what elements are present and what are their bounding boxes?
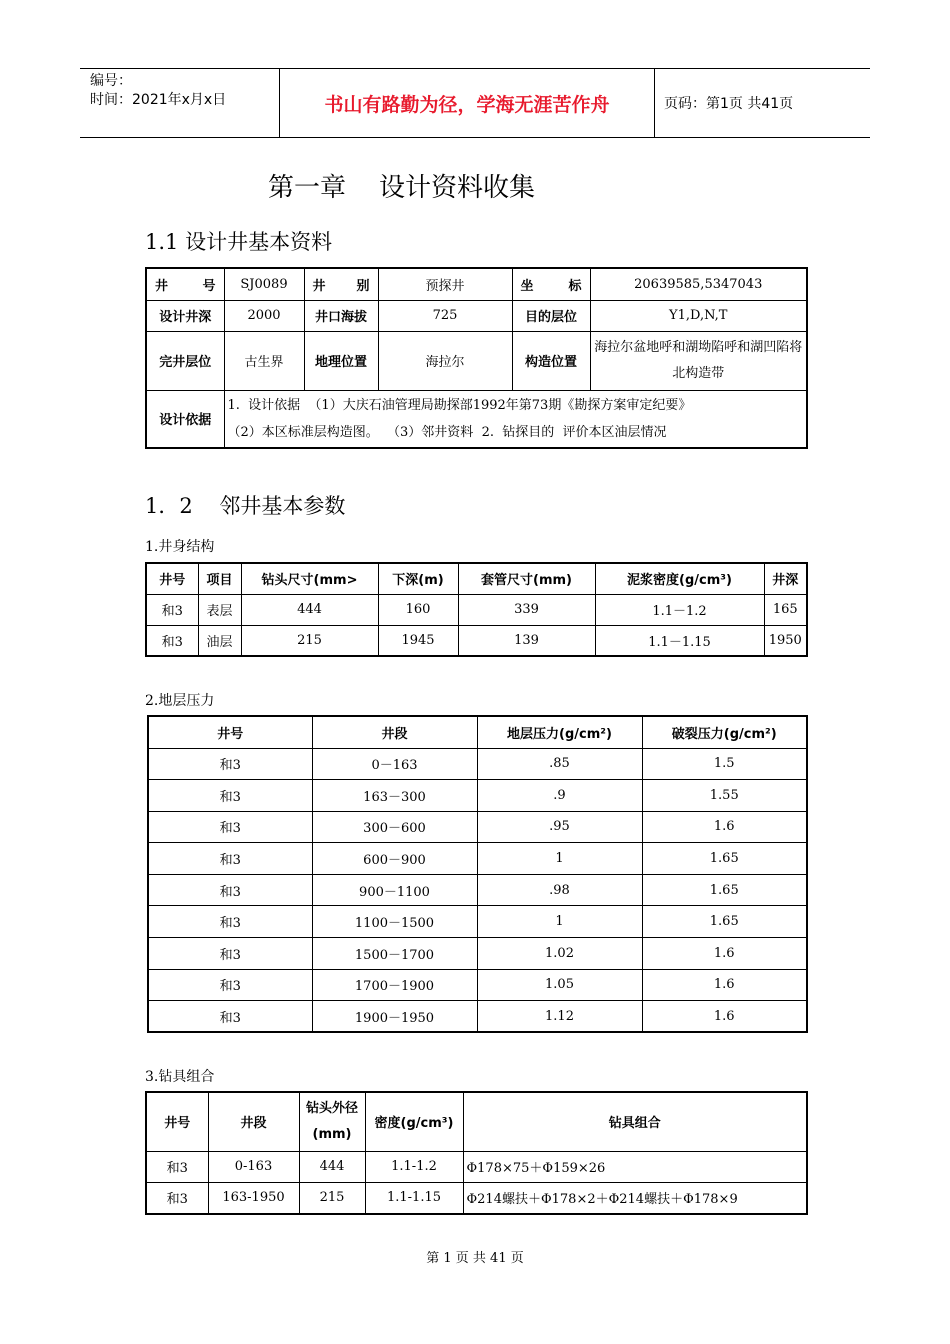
page-header bbox=[80, 68, 870, 138]
cell: 444 bbox=[241, 594, 378, 625]
label-design-basis: 设计依据 bbox=[146, 390, 224, 448]
table-row bbox=[148, 843, 807, 875]
value-geo-location: 海拉尔 bbox=[378, 331, 512, 390]
ws-header-well: 井号 bbox=[146, 563, 198, 594]
drill-assembly-table bbox=[145, 1091, 808, 1215]
cell: 和3 bbox=[148, 969, 312, 1001]
section-title-neighbor-params: 1．2 邻井基本参数 bbox=[145, 494, 346, 518]
cell: 和3 bbox=[146, 1182, 208, 1214]
table-row bbox=[148, 748, 807, 780]
table-row bbox=[146, 1182, 807, 1214]
cell: 和3 bbox=[148, 811, 312, 843]
cell: .95 bbox=[477, 811, 642, 843]
label-design-depth: 设计井深 bbox=[146, 300, 224, 331]
value-well-no: SJ0089 bbox=[224, 268, 304, 300]
cell: 300－600 bbox=[312, 811, 477, 843]
value-design-depth: 2000 bbox=[224, 300, 304, 331]
label-target-layer: 目的层位 bbox=[512, 300, 590, 331]
cell: 油层 bbox=[198, 625, 241, 656]
cell: 1500－1700 bbox=[312, 938, 477, 970]
ws-header-well-depth: 井深 bbox=[764, 563, 807, 594]
label-well-no: 井 号 bbox=[146, 268, 224, 300]
cell: 和3 bbox=[148, 906, 312, 938]
cell: 0-163 bbox=[208, 1151, 299, 1182]
cell: 163-1950 bbox=[208, 1182, 299, 1214]
label-structure-location: 构造位置 bbox=[512, 331, 590, 390]
cell: .85 bbox=[477, 748, 642, 780]
da-header-bit-diameter: 钻头外径(mm) bbox=[299, 1092, 365, 1151]
header-time: 时间：2021年x月x日 bbox=[90, 92, 227, 108]
da-header-assembly: 钻具组合 bbox=[463, 1092, 807, 1151]
cell: 1.1－1.2 bbox=[595, 594, 764, 625]
page-footer: 第 1 页 共 41 页 bbox=[426, 1251, 524, 1266]
value-well-type: 预探井 bbox=[378, 268, 512, 300]
cell: 1.05 bbox=[477, 969, 642, 1001]
header-motto: 书山有路勤为径，学海无涯苦作舟 bbox=[280, 69, 655, 137]
label-geo-location: 地理位置 bbox=[304, 331, 378, 390]
table-row bbox=[148, 780, 807, 812]
ws-header-depth: 下深(m) bbox=[378, 563, 458, 594]
ws-header-bit-size: 钻头尺寸(mm> bbox=[241, 563, 378, 594]
subtitle-well-structure: 1.井身结构 bbox=[145, 539, 215, 555]
ws-header-casing-size: 套管尺寸(mm) bbox=[458, 563, 595, 594]
label-elevation: 井口海拔 bbox=[304, 300, 378, 331]
cell: Φ214螺扶＋Φ178×2＋Φ214螺扶＋Φ178×9 bbox=[463, 1182, 807, 1214]
cell: 和3 bbox=[148, 748, 312, 780]
cell: 1.12 bbox=[477, 1001, 642, 1033]
table-row bbox=[146, 1151, 807, 1182]
cell: 215 bbox=[241, 625, 378, 656]
value-structure-location: 海拉尔盆地呼和湖坳陷呼和湖凹陷将北构造带 bbox=[590, 331, 807, 390]
table-row bbox=[148, 906, 807, 938]
subtitle-formation-pressure: 2.地层压力 bbox=[145, 693, 215, 709]
cell: 600－900 bbox=[312, 843, 477, 875]
cell: Φ178×75＋Φ159×26 bbox=[463, 1151, 807, 1182]
value-completion-layer: 古生界 bbox=[224, 331, 304, 390]
table-row bbox=[148, 874, 807, 906]
cell: 900－1100 bbox=[312, 874, 477, 906]
cell: 1950 bbox=[764, 625, 807, 656]
fp-header-interval: 井段 bbox=[312, 716, 477, 748]
well-structure-table bbox=[145, 562, 808, 657]
design-basis-line-2: （2）本区标准层构造图。 （3）邻井资料 2. 钻探目的 评价本区油层情况 bbox=[227, 424, 667, 440]
cell: 0－163 bbox=[312, 748, 477, 780]
da-header-interval: 井段 bbox=[208, 1092, 299, 1151]
cell: 和3 bbox=[148, 874, 312, 906]
da-header-well: 井号 bbox=[146, 1092, 208, 1151]
cell: 215 bbox=[299, 1182, 365, 1214]
cell: 1.1-1.15 bbox=[365, 1182, 463, 1214]
cell: 1700－1900 bbox=[312, 969, 477, 1001]
cell: 和3 bbox=[148, 780, 312, 812]
cell: 165 bbox=[764, 594, 807, 625]
header-meta bbox=[80, 69, 280, 137]
label-well-type: 井 别 bbox=[304, 268, 378, 300]
cell: 表层 bbox=[198, 594, 241, 625]
formation-pressure-table bbox=[147, 715, 808, 1033]
da-header-density: 密度(g/cm³) bbox=[365, 1092, 463, 1151]
cell: 和3 bbox=[146, 625, 198, 656]
table-row bbox=[146, 594, 807, 625]
design-basis-line-1: 1. 设计依据 （1）大庆石油管理局勘探部1992年第73期《勘探方案审定纪要》 bbox=[227, 397, 692, 413]
cell: 1.65 bbox=[642, 874, 807, 906]
cell: 160 bbox=[378, 594, 458, 625]
basic-info-table bbox=[145, 267, 808, 449]
cell: 1.6 bbox=[642, 1001, 807, 1033]
cell: 1900－1950 bbox=[312, 1001, 477, 1033]
fp-header-formation-pressure: 地层压力(g/cm²) bbox=[477, 716, 642, 748]
cell: 1 bbox=[477, 843, 642, 875]
value-design-basis bbox=[224, 390, 807, 448]
subtitle-drill-assembly: 3.钻具组合 bbox=[145, 1069, 215, 1085]
cell: .9 bbox=[477, 780, 642, 812]
cell: 1.1-1.2 bbox=[365, 1151, 463, 1182]
cell: 1.65 bbox=[642, 906, 807, 938]
cell: 1.65 bbox=[642, 843, 807, 875]
cell: 和3 bbox=[148, 843, 312, 875]
cell: 1.6 bbox=[642, 811, 807, 843]
value-target-layer: Y1,D,N,T bbox=[590, 300, 807, 331]
fp-header-well: 井号 bbox=[148, 716, 312, 748]
cell: 1100－1500 bbox=[312, 906, 477, 938]
value-coord: 20639585,5347043 bbox=[590, 268, 807, 300]
ws-header-item: 项目 bbox=[198, 563, 241, 594]
value-elevation: 725 bbox=[378, 300, 512, 331]
cell: 1 bbox=[477, 906, 642, 938]
cell: 和3 bbox=[146, 1151, 208, 1182]
fp-header-fracture-pressure: 破裂压力(g/cm²) bbox=[642, 716, 807, 748]
label-completion-layer: 完井层位 bbox=[146, 331, 224, 390]
cell: 1.5 bbox=[642, 748, 807, 780]
table-row bbox=[146, 625, 807, 656]
section-title-basic-info: 1.1 设计井基本资料 bbox=[145, 230, 333, 254]
table-row bbox=[148, 811, 807, 843]
cell: 139 bbox=[458, 625, 595, 656]
cell: 1.55 bbox=[642, 780, 807, 812]
cell: 1.6 bbox=[642, 969, 807, 1001]
cell: 1945 bbox=[378, 625, 458, 656]
cell: 和3 bbox=[146, 594, 198, 625]
cell: 和3 bbox=[148, 938, 312, 970]
table-row bbox=[148, 969, 807, 1001]
header-number: 编号： bbox=[90, 73, 132, 89]
cell: .98 bbox=[477, 874, 642, 906]
table-row bbox=[148, 1001, 807, 1033]
ws-header-mud-density: 泥浆密度(g/cm³) bbox=[595, 563, 764, 594]
table-row bbox=[148, 938, 807, 970]
chapter-title: 第一章 设计资料收集 bbox=[268, 173, 536, 203]
cell: 339 bbox=[458, 594, 595, 625]
cell: 163－300 bbox=[312, 780, 477, 812]
cell: 1.02 bbox=[477, 938, 642, 970]
label-coord: 坐 标 bbox=[512, 268, 590, 300]
cell: 和3 bbox=[148, 1001, 312, 1033]
cell: 1.6 bbox=[642, 938, 807, 970]
cell: 444 bbox=[299, 1151, 365, 1182]
cell: 1.1－1.15 bbox=[595, 625, 764, 656]
header-page-number: 页码：第1页 共41页 bbox=[664, 96, 794, 112]
